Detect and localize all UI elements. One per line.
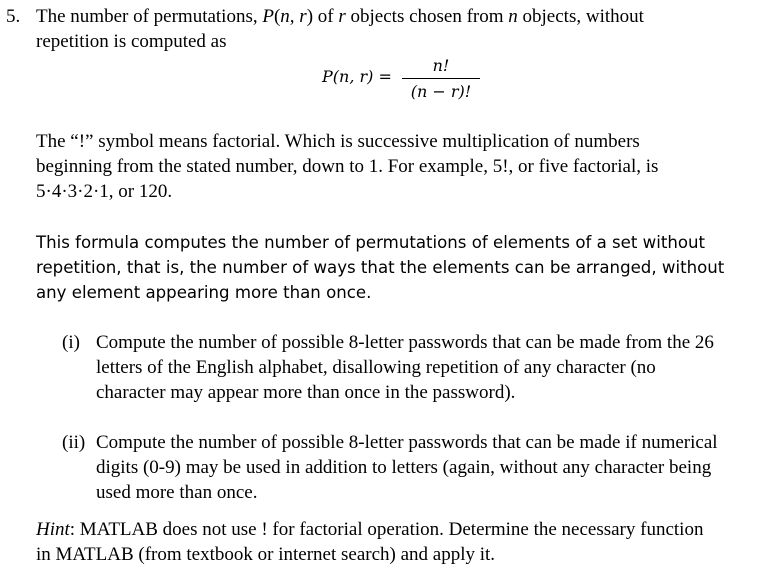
paragraph1-line-3: 5·4·3·2·1, or 120. bbox=[36, 181, 173, 202]
part-i-line-1: Compute the number of possible 8-letter passwords that can be made from the 26 bbox=[96, 332, 714, 353]
intro-line-2: repetition is computed as bbox=[36, 31, 227, 52]
hint-line-2: in MATLAB (from textbook or internet search) and apply it. bbox=[36, 544, 496, 565]
paragraph2-line-1: This formula computes the number of permutations of elements of a set without bbox=[36, 233, 706, 252]
hint-label: Hint bbox=[36, 519, 70, 540]
formula-denominator: (n − r)! bbox=[410, 82, 472, 101]
hint-paragraph bbox=[36, 517, 758, 567]
part-ii-line-3: used more than once. bbox=[96, 482, 258, 503]
part-i-text bbox=[96, 330, 758, 405]
paragraph2-line-2: repetition, that is, the number of ways that the elements can be arranged, without bbox=[36, 258, 725, 277]
part-i-line-2: letters of the English alphabet, disallowing repetition of any character (no bbox=[96, 357, 656, 378]
formula-fraction bbox=[400, 54, 482, 103]
part-i-label: (i) bbox=[62, 332, 80, 353]
permutation-formula bbox=[322, 54, 492, 106]
paragraph1-line-1: The “!” symbol means factorial. Which is successive multiplication of numbers bbox=[36, 131, 640, 152]
part-ii-label: (ii) bbox=[62, 432, 86, 453]
formula-numerator: n! bbox=[432, 56, 450, 75]
formula-lhs: P(n, r) = bbox=[322, 67, 392, 86]
part-ii-text bbox=[96, 430, 758, 505]
part-ii-line-1: Compute the number of possible 8-letter passwords that can be made if numerical bbox=[96, 432, 718, 453]
question-intro bbox=[36, 4, 758, 54]
hint-line-1-text: : MATLAB does not use ! for factorial operation. Determine the necessary function bbox=[69, 519, 704, 540]
part-ii-line-2: digits (0-9) may be used in addition to letters (again, without any character being bbox=[96, 457, 712, 478]
factorial-paragraph bbox=[36, 129, 758, 204]
paragraph1-line-2: beginning from the stated number, down to 1. For example, 5!, or five factorial, is bbox=[36, 156, 659, 177]
formula-explanation-paragraph bbox=[36, 230, 758, 305]
question-number-label: 5. bbox=[6, 6, 21, 27]
intro-line-1: The number of permutations, P(n, r) of r objects chosen from n objects, without bbox=[36, 6, 644, 27]
part-i-line-3: character may appear more than once in the password). bbox=[96, 382, 516, 403]
paragraph2-line-3: any element appearing more than once. bbox=[36, 283, 372, 302]
hint-line-1 bbox=[36, 517, 758, 542]
